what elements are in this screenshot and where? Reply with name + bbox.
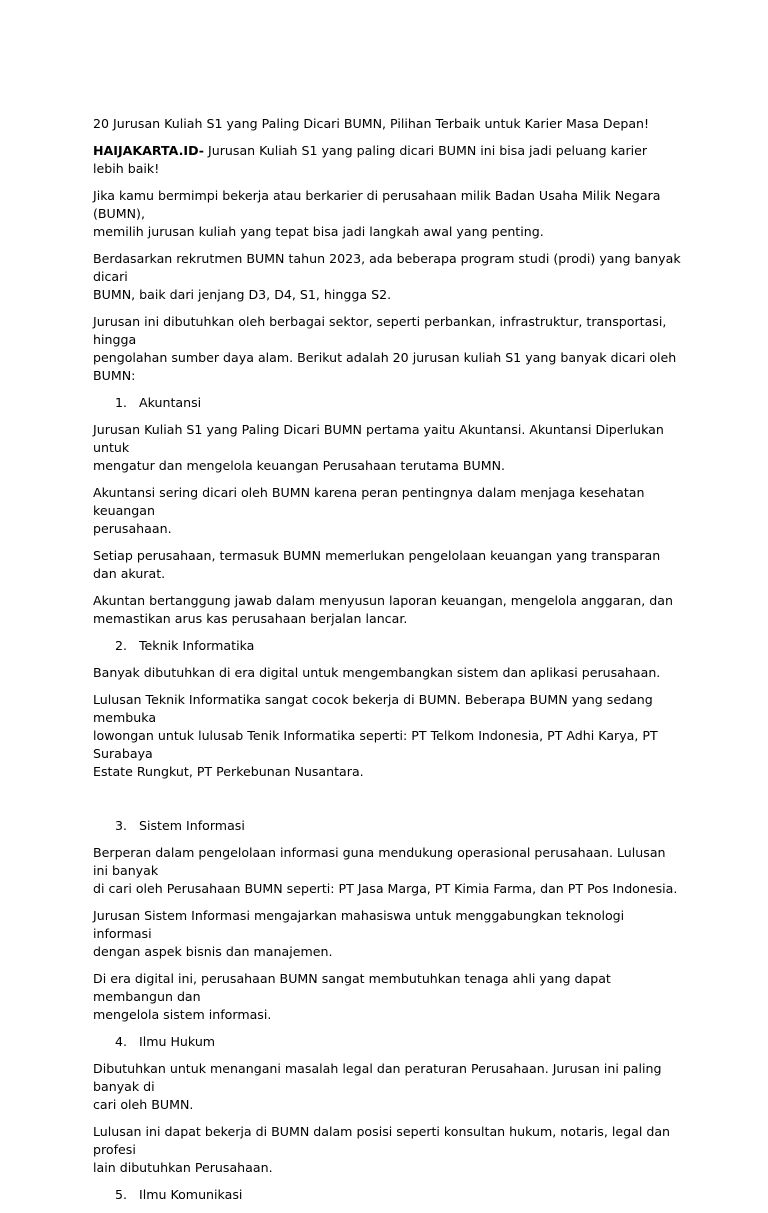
paragraph-line: lain dibutuhkan Perusahaan. <box>93 1160 273 1175</box>
paragraph-line: Berperan dalam pengelolaan informasi guna mendukung operasional perusahaan. Lulusan ini banyak <box>93 845 666 878</box>
paragraph-line: lowongan untuk lulusab Tenik Informatika seperti: PT Telkom Indonesia, PT Adhi Karya, PT Surabaya <box>93 728 658 761</box>
list-heading-akuntansi <box>93 394 681 412</box>
section-3-paragraph-2 <box>93 907 681 961</box>
paragraph-line: Jika kamu bermimpi bekerja atau berkarier di perusahaan milik Badan Usaha Milik Negara (BUMN), <box>93 188 661 221</box>
document-title <box>93 115 681 133</box>
paragraph-line: Di era digital ini, perusahaan BUMN sangat membutuhkan tenaga ahli yang dapat membangun dan <box>93 971 611 1004</box>
list-heading-ilmu-komunikasi <box>93 1186 681 1204</box>
paragraph-line: BUMN, baik dari jenjang D3, D4, S1, hingga S2. <box>93 287 392 302</box>
section-1-paragraph-4 <box>93 592 681 628</box>
intro-paragraph <box>93 142 681 178</box>
list-heading-label: Sistem Informasi <box>139 818 245 833</box>
paragraph-line: Lulusan Teknik Informatika sangat cocok bekerja di BUMN. Beberapa BUMN yang sedang membuka <box>93 692 653 725</box>
paragraph-line: di cari oleh Perusahaan BUMN seperti: PT Jasa Marga, PT Kimia Farma, dan PT Pos Indonesia. <box>93 881 678 896</box>
paragraph-line: pengolahan sumber daya alam. Berikut adalah 20 jurusan kuliah S1 yang banyak dicari oleh BUMN: <box>93 350 677 383</box>
empty-line <box>93 790 681 817</box>
document-page <box>93 115 681 1213</box>
list-heading-label: Teknik Informatika <box>139 638 255 653</box>
list-number: 3. <box>115 818 128 833</box>
section-2-paragraph-1 <box>93 664 681 682</box>
paragraph-line: Akuntan bertanggung jawab dalam menyusun laporan keuangan, mengelola anggaran, dan <box>93 593 673 608</box>
list-heading-label: Akuntansi <box>139 395 202 410</box>
section-1-paragraph-2 <box>93 484 681 538</box>
paragraph-line: mengatur dan mengelola keuangan Perusahaan terutama BUMN. <box>93 458 506 473</box>
paragraph-line: Akuntansi sering dicari oleh BUMN karena peran pentingnya dalam menjaga kesehatan keuangan <box>93 485 645 518</box>
list-heading-label: Ilmu Hukum <box>139 1034 216 1049</box>
section-4-paragraph-2 <box>93 1123 681 1177</box>
list-heading-ilmu-hukum <box>93 1033 681 1051</box>
section-2-paragraph-2 <box>93 691 681 781</box>
paragraph-line: mengelola sistem informasi. <box>93 1007 272 1022</box>
paragraph-line: memastikan arus kas perusahaan berjalan lancar. <box>93 611 408 626</box>
paragraph-line: Jurusan Sistem Informasi mengajarkan mahasiswa untuk menggabungkan teknologi informasi <box>93 908 625 941</box>
intro-source: HAIJAKARTA.ID- <box>93 143 205 158</box>
list-heading-sistem-informasi <box>93 817 681 835</box>
paragraph-2 <box>93 250 681 304</box>
paragraph-line: Banyak dibutuhkan di era digital untuk mengembangkan sistem dan aplikasi perusahaan. <box>93 665 661 680</box>
paragraph-line: perusahaan. <box>93 521 172 536</box>
paragraph-line: Berdasarkan rekrutmen BUMN tahun 2023, ada beberapa program studi (prodi) yang banyak dicari <box>93 251 681 284</box>
paragraph-1 <box>93 187 681 241</box>
paragraph-line: Jurusan ini dibutuhkan oleh berbagai sektor, seperti perbankan, infrastruktur, transportasi, hingga <box>93 314 667 347</box>
title-text: 20 Jurusan Kuliah S1 yang Paling Dicari BUMN, Pilihan Terbaik untuk Karier Masa Depan! <box>93 116 650 131</box>
section-1-paragraph-3 <box>93 547 681 583</box>
list-number: 4. <box>115 1034 128 1049</box>
section-4-paragraph-1 <box>93 1060 681 1114</box>
section-3-paragraph-3 <box>93 970 681 1024</box>
section-3-paragraph-1 <box>93 844 681 898</box>
paragraph-line: Estate Rungkut, PT Perkebunan Nusantara. <box>93 764 364 779</box>
paragraph-line: memilih jurusan kuliah yang tepat bisa jadi langkah awal yang penting. <box>93 224 544 239</box>
list-number: 2. <box>115 638 128 653</box>
section-1-paragraph-1 <box>93 421 681 475</box>
list-number: 1. <box>115 395 128 410</box>
paragraph-line: Jurusan Kuliah S1 yang Paling Dicari BUMN pertama yaitu Akuntansi. Akuntansi Diperlukan untuk <box>93 422 664 455</box>
paragraph-line: Dibutuhkan untuk menangani masalah legal dan peraturan Perusahaan. Jurusan ini paling banyak di <box>93 1061 662 1094</box>
paragraph-line: cari oleh BUMN. <box>93 1097 194 1112</box>
list-number: 5. <box>115 1187 128 1202</box>
intro-text: Jurusan Kuliah S1 yang paling dicari BUMN ini bisa jadi peluang karier lebih baik! <box>93 143 648 176</box>
list-heading-teknik-informatika <box>93 637 681 655</box>
list-heading-label: Ilmu Komunikasi <box>139 1187 243 1202</box>
paragraph-3 <box>93 313 681 385</box>
paragraph-line: Setiap perusahaan, termasuk BUMN memerlukan pengelolaan keuangan yang transparan dan akurat. <box>93 548 661 581</box>
paragraph-line: dengan aspek bisnis dan manajemen. <box>93 944 333 959</box>
paragraph-line: Lulusan ini dapat bekerja di BUMN dalam posisi seperti konsultan hukum, notaris, legal dan profesi <box>93 1124 671 1157</box>
